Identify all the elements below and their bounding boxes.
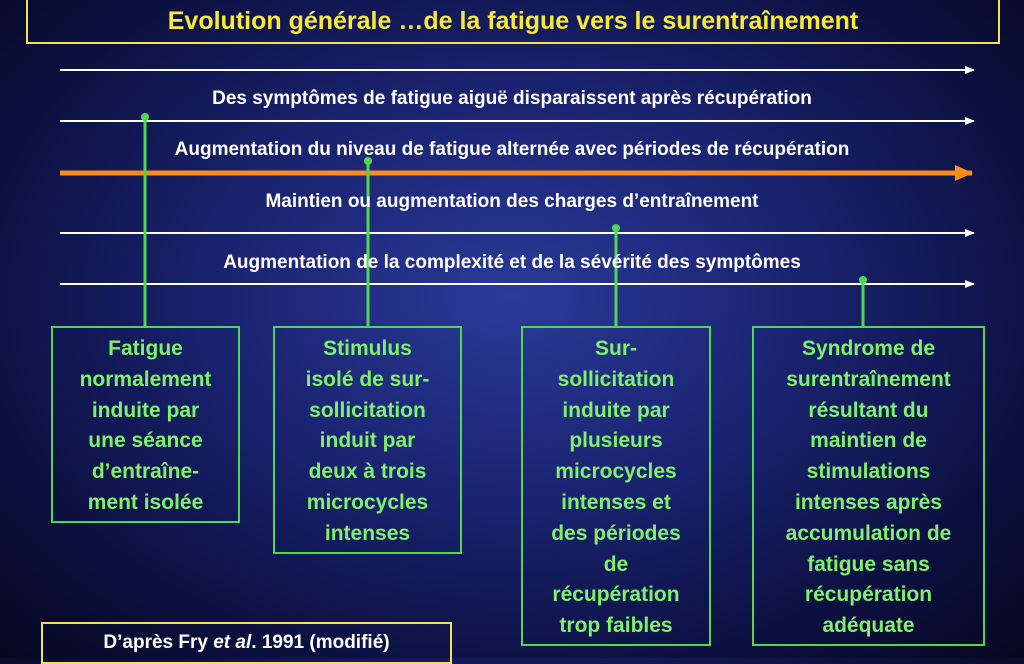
box-line: d’entraîne- <box>91 460 200 484</box>
box-line: Syndrome de <box>801 337 936 360</box>
box-line: surentraînement <box>786 367 951 391</box>
box-line: plusieurs <box>569 429 663 453</box>
box-line: ment isolée <box>87 490 204 514</box>
row-label-2: Augmentation du niveau de fatigue alternée avec périodes de récupération <box>174 139 850 160</box>
box-line: récupération <box>552 583 680 607</box>
box-line: accumulation de <box>785 521 952 545</box>
stage-box-1 <box>51 326 240 523</box>
box-line: fatigue sans <box>807 552 930 576</box>
box-line: normalement <box>79 367 212 391</box>
source-italic: et al <box>213 632 252 653</box>
row-label-3: Maintien ou augmentation des charges d’entraînement <box>265 191 759 212</box>
row-label-4: Augmentation de la complexité et de la sévérité des symptômes <box>223 252 801 273</box>
box-line: adéquate <box>822 614 915 638</box>
connector-3-dot <box>612 224 620 232</box>
diagram-title: Evolution générale …de la fatigue vers le surentraînement <box>26 0 1000 44</box>
source-prefix: D’après Fry <box>103 632 214 653</box>
box-line: de <box>603 552 629 576</box>
box-line: intenses et <box>561 490 671 514</box>
box-line: microcycles <box>555 460 677 484</box>
box-line: Sur- <box>595 337 637 360</box>
box-line: induit par <box>319 429 416 453</box>
row-label-1: Des symptômes de fatigue aiguë disparaissent après récupération <box>212 88 812 109</box>
stage-box-4 <box>752 326 985 646</box>
connector-1-dot <box>141 113 149 121</box>
box-line: trop faibles <box>559 614 673 638</box>
box-line: une séance <box>88 429 203 453</box>
box-line: Stimulus <box>323 337 412 360</box>
box-line: sollicitation <box>557 367 675 391</box>
box-line: Fatigue <box>108 337 183 360</box>
box-line: induite par <box>91 398 200 422</box>
box-line: intenses <box>324 521 411 545</box>
box-line: deux à trois <box>308 460 427 484</box>
box-line: induite par <box>562 398 670 422</box>
source-suffix: . 1991 (modifié) <box>251 632 390 653</box>
stage-box-3 <box>521 326 711 646</box>
box-line: intenses après <box>794 490 943 514</box>
box-line: microcycles <box>306 490 429 514</box>
box-line: maintien de <box>810 429 927 453</box>
box-line: résultant du <box>808 398 929 422</box>
box-line: sollicitation <box>309 398 426 422</box>
box-line: stimulations <box>806 460 931 484</box>
box-line: récupération <box>804 583 933 607</box>
box-line: isolé de sur- <box>305 367 430 391</box>
stage-box-2 <box>273 326 462 554</box>
connector-4-dot <box>859 276 867 284</box>
box-line: des périodes <box>551 521 681 545</box>
